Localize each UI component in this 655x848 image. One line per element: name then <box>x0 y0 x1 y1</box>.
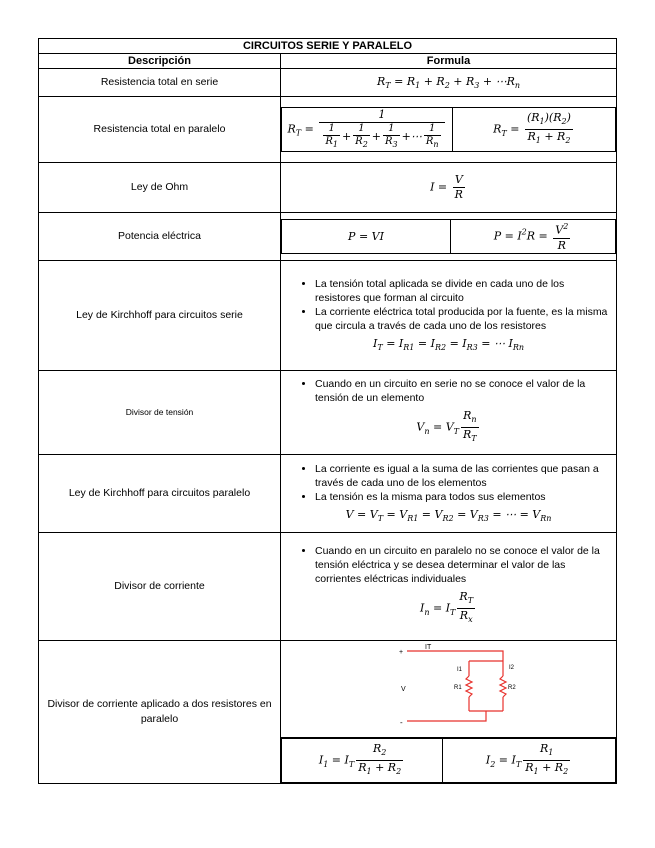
table-row <box>39 97 617 163</box>
row-label: Potencia eléctrica <box>39 213 281 261</box>
row-label: Resistencia total en serie <box>39 69 281 97</box>
formula-kirchhoff-parallel: $V = V_T = V_{R1} = V_{R2} = V_{R3}$ = ⋯ = $V_{Rn}$ <box>345 507 552 524</box>
bullet-list <box>281 460 616 506</box>
table-row <box>39 455 617 533</box>
r2-label: R2 <box>508 685 516 691</box>
formula-parallel-two: $R_T$ = $\frac{(R_1)(R_2)}{R_1 + R_2}$ <box>453 108 616 152</box>
formula-voltage-divider: $V_n = V_T$ $\frac{R_n}{R_T}$ <box>416 408 477 444</box>
table-row <box>39 533 617 641</box>
table-row <box>39 371 617 455</box>
formula-i1-divider: $I_1 = I_T$ $\frac{R_2}{R_1 + R_2}$ <box>282 739 443 783</box>
bullet-list <box>281 542 616 588</box>
i2-label: I2 <box>509 665 515 671</box>
formula-ohm: I = $\frac{V}{R}$ <box>281 163 617 213</box>
row-label: Ley de Ohm <box>39 163 281 213</box>
r1-label: R1 <box>454 685 462 691</box>
list-item: • La corriente es igual a la suma de las corrientes que pasan a través de cada uno de los elementos <box>315 462 608 490</box>
parallel-circuit-diagram <box>281 641 617 737</box>
table-row <box>39 163 617 213</box>
row-label: Divisor de tensión <box>39 371 281 455</box>
formula-kirchhoff-series: $I_T = I_{R1} = I_{R2} = I_{R3}$ = ⋯ $I_{Rn}$ <box>373 336 525 353</box>
row-label: Resistencia total en paralelo <box>39 97 281 163</box>
table-row <box>39 213 617 261</box>
it-label: IT <box>425 644 432 651</box>
formula-table <box>38 38 617 784</box>
bullet-list <box>281 375 616 407</box>
formula-series-resistance: $R_T = R_1 + R_2 + R_3$ + $\cdots R_n$ <box>281 69 617 97</box>
header-description: Descripción <box>39 54 281 69</box>
formula-power-ir: $P = I^2R$ = $\frac{V^2}{R}$ <box>451 220 616 254</box>
minus-terminal-label: - <box>400 718 403 727</box>
plus-terminal-label: + <box>399 649 404 656</box>
list-item: • Cuando en un circuito en paralelo no se conoce el valor de la tensión eléctrica y se desea determinar el valor de las corrientes eléctricas individuales <box>315 544 608 586</box>
row-label: Ley de Kirchhoff para circuitos paralelo <box>39 455 281 533</box>
formula-i2-divider: $I_2 = I_T$ $\frac{R_1}{R_1 + R_2}$ <box>443 739 616 783</box>
formula-power-vi: P = VI <box>282 220 451 254</box>
table-row <box>39 261 617 371</box>
i1-label: I1 <box>457 667 463 673</box>
row-label: Divisor de corriente <box>39 533 281 641</box>
formula-current-divider: $I_n = I_T$ $\frac{R_T}{R_x}$ <box>419 589 474 625</box>
table-row <box>39 641 617 784</box>
row-label: Ley de Kirchhoff para circuitos serie <box>39 261 281 371</box>
v-label: V <box>401 686 406 693</box>
list-item: • La tensión total aplicada se divide en cada uno de los resistores que forman al circuito <box>315 277 608 305</box>
list-item: • La corriente eléctrica total producida por la fuente, es la misma que circula a través de cada uno de los resistores <box>315 305 608 333</box>
list-item: • La tensión es la misma para todos sus elementos <box>315 490 608 504</box>
table-title: CIRCUITOS SERIE Y PARALELO <box>39 39 617 54</box>
row-label: Divisor de corriente aplicado a dos resistores en paralelo <box>39 641 281 784</box>
list-item: • Cuando en un circuito en serie no se conoce el valor de la tensión de un elemento <box>315 377 608 405</box>
header-formula: Formula <box>281 54 617 69</box>
bullet-list <box>281 275 616 335</box>
table-row <box>39 69 617 97</box>
formula-parallel-resistance: $R_T$ = 1 $\frac{1}{R_1}$ + $\frac{1}{R_2}$ + $\frac{1}{R_3}$ +⋯ $\frac{1}{R_n}$ <box>282 108 453 152</box>
circuit-diagram-cell <box>281 641 616 738</box>
